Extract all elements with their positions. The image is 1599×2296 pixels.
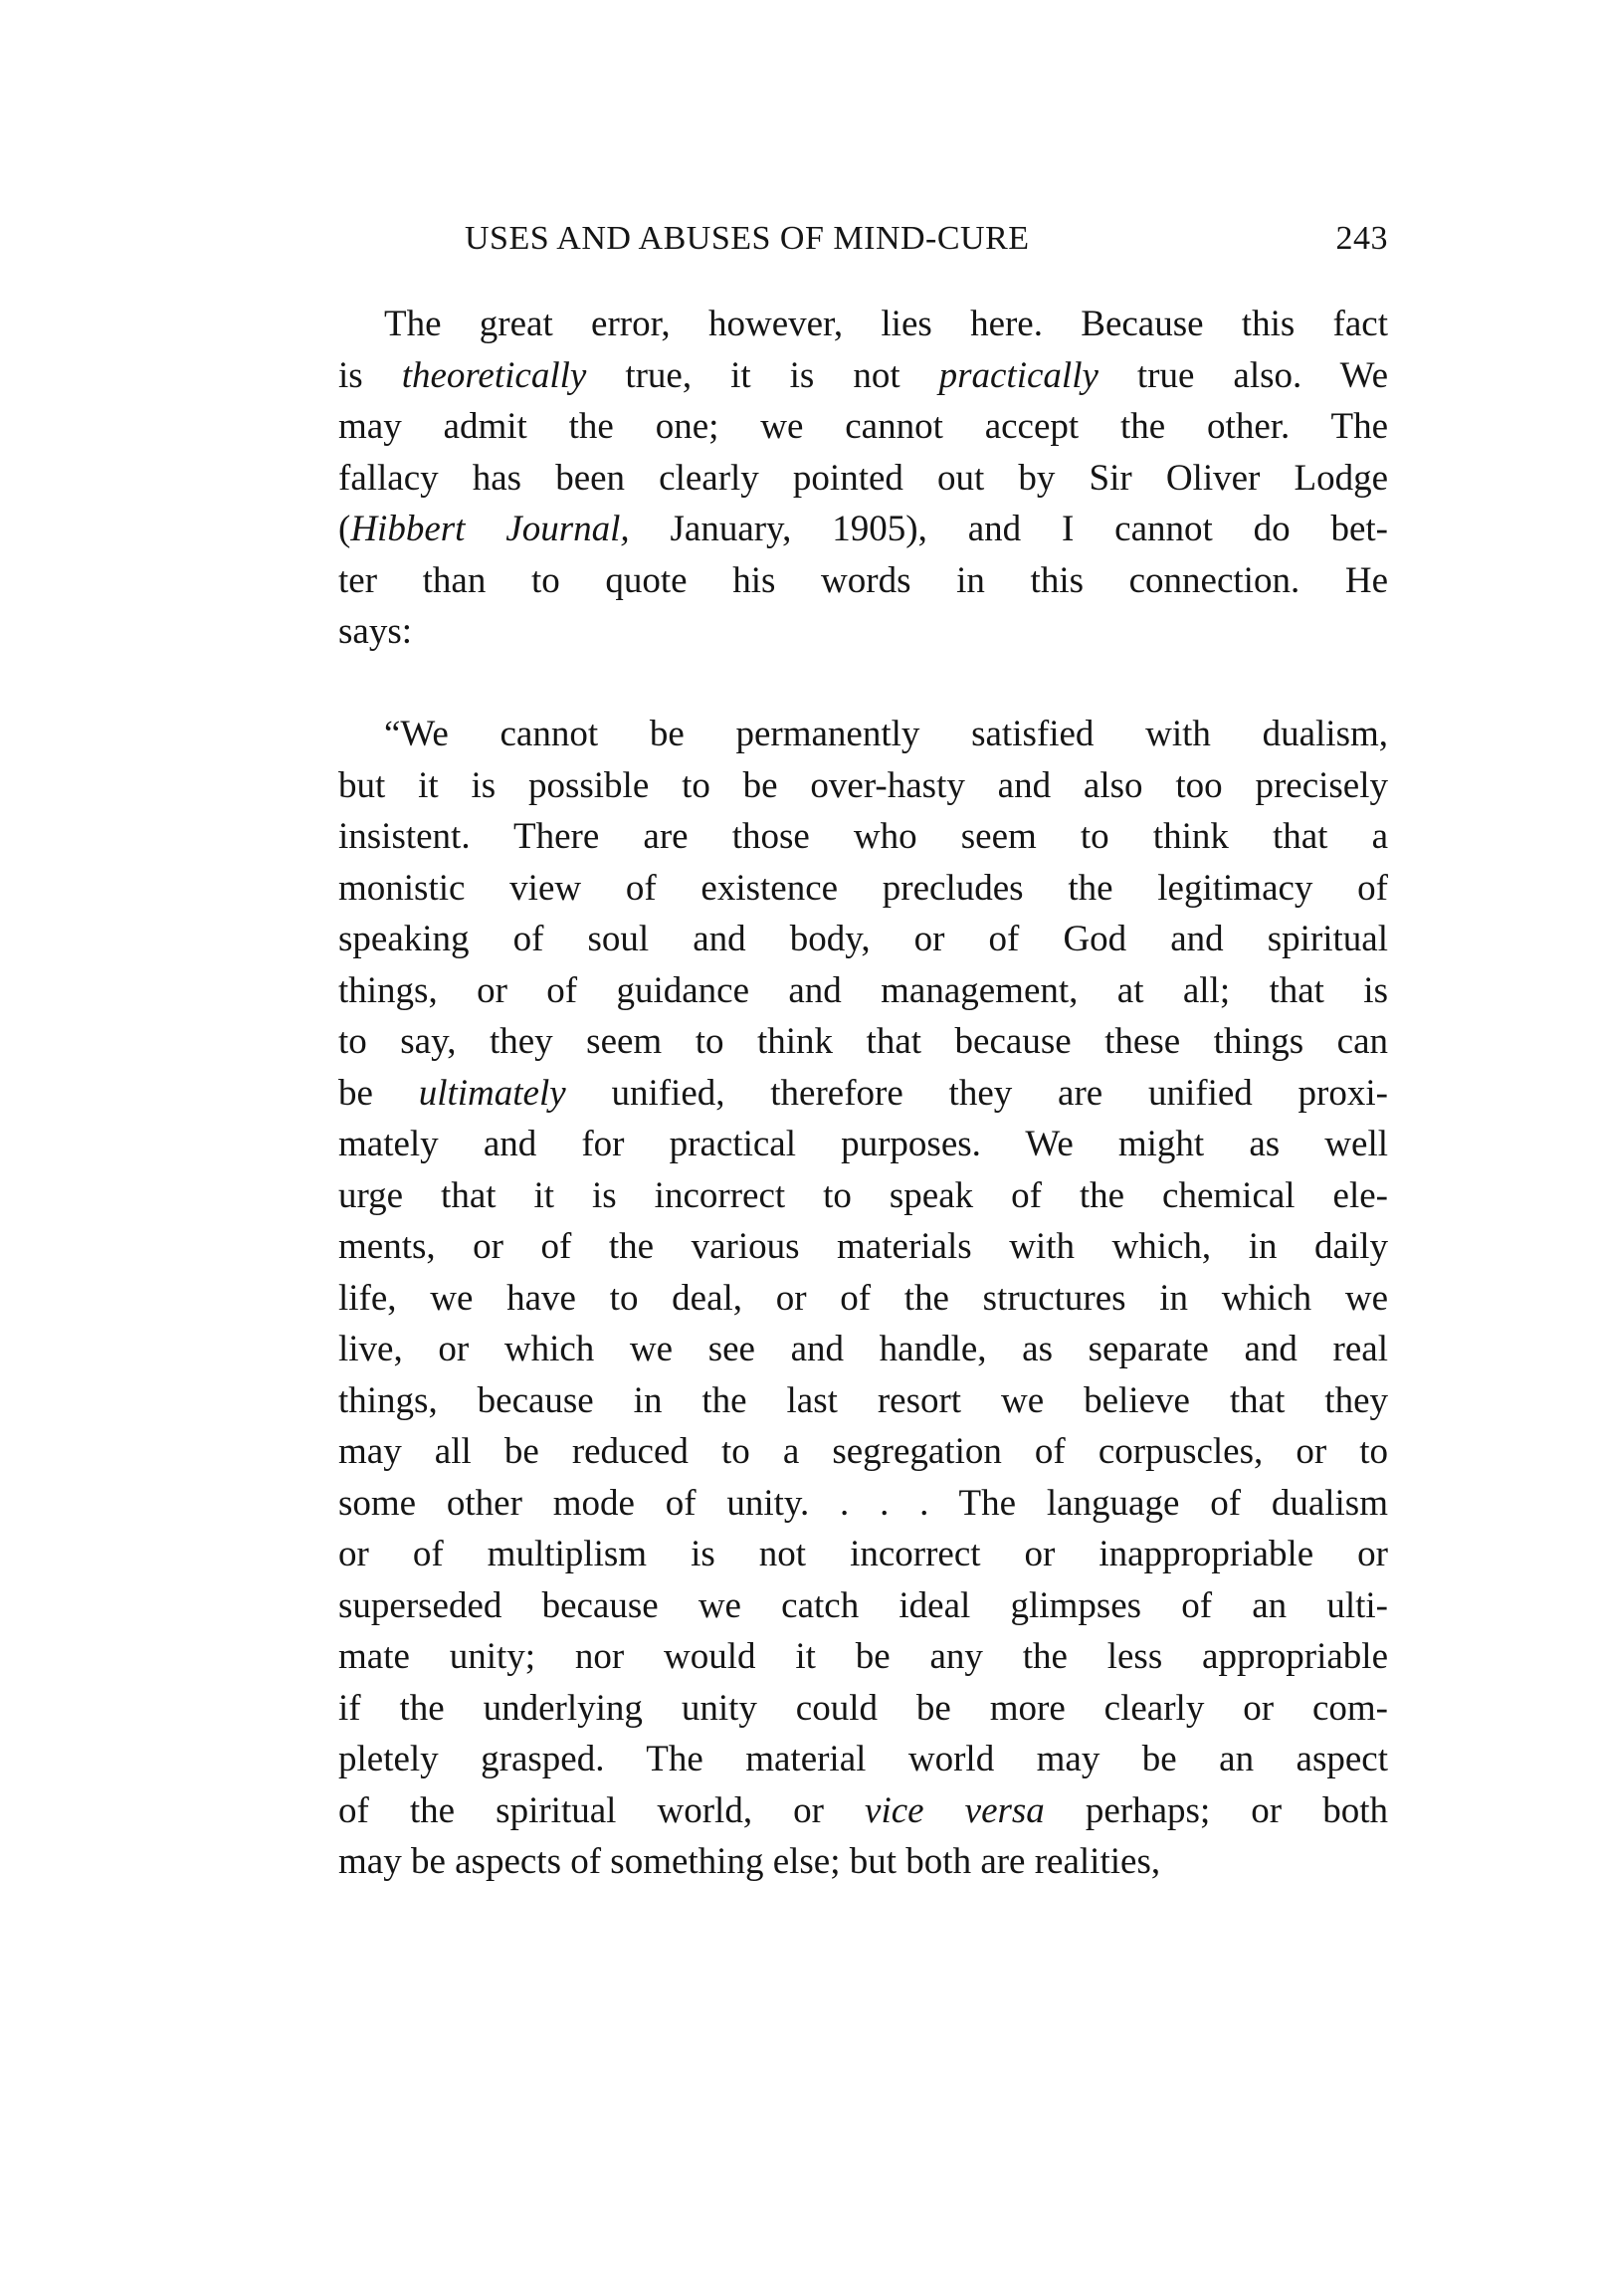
text-line <box>338 555 1388 607</box>
text-line <box>338 811 1388 863</box>
text-line <box>338 709 1388 760</box>
paragraph-gap <box>338 658 1388 710</box>
text-line <box>338 299 1388 350</box>
text-line <box>338 1324 1388 1375</box>
text-line <box>338 1734 1388 1785</box>
text-segment: things, because in the last resort we believe that they <box>338 1379 1388 1421</box>
text-segment: may be aspects of something else; but both are realities, <box>338 1841 1161 1882</box>
text-segment: live, or which we see and handle, as separate and real <box>338 1329 1388 1369</box>
body-text <box>338 299 1388 1888</box>
italic-text: theoretically <box>401 354 587 396</box>
text-line <box>338 760 1388 812</box>
text-line <box>338 1273 1388 1325</box>
text-segment: to say, they seem to think that because these things can <box>338 1021 1388 1062</box>
text-line <box>338 914 1388 965</box>
italic-text: Hibbert Journal, <box>350 509 630 549</box>
text-segment: superseded because we catch ideal glimpses of an ulti- <box>338 1584 1388 1626</box>
text-segment: life, we have to deal, or of the structures in which we <box>338 1277 1388 1319</box>
text-segment: January, 1905), and I cannot do bet- <box>629 509 1389 549</box>
text-segment: mately and for practical purposes. We might as well <box>338 1124 1388 1164</box>
text-line <box>338 1683 1388 1735</box>
text-segment: unified, therefore they are unified proxi- <box>565 1072 1388 1114</box>
text-segment: says: <box>338 611 412 652</box>
text-segment: if the underlying unity could be more clearly or com- <box>338 1687 1388 1729</box>
text-line <box>338 1375 1388 1427</box>
paragraph <box>338 709 1388 1888</box>
text-line <box>338 1016 1388 1068</box>
text-segment: or of multiplism is not incorrect or inappropriable or <box>338 1534 1388 1574</box>
text-line <box>338 1478 1388 1530</box>
text-segment: may admit the one; we cannot accept the other. The <box>338 406 1388 447</box>
text-line <box>338 1221 1388 1273</box>
text-segment: insistent. There are those who seem to think that a <box>338 816 1388 857</box>
text-line <box>338 1836 1388 1888</box>
italic-text: practically <box>938 354 1099 396</box>
text-segment: be <box>338 1072 419 1114</box>
running-head-title: USES AND ABUSES OF MIND-CURE <box>465 220 1030 257</box>
text-line <box>338 1580 1388 1632</box>
text-line <box>338 350 1388 402</box>
paragraph <box>338 299 1388 658</box>
text-segment: ments, or of the various materials with which, in daily <box>338 1226 1388 1267</box>
text-line <box>338 1068 1388 1120</box>
text-segment: of the spiritual world, or <box>338 1789 866 1831</box>
text-line <box>338 1170 1388 1222</box>
text-segment: The great error, however, lies here. Because this fact <box>384 304 1388 344</box>
text-segment: some other mode of unity. . . . The language of dualism <box>338 1482 1388 1524</box>
page-number: 243 <box>1335 220 1388 257</box>
text-segment: mate unity; nor would it be any the less appropriable <box>338 1636 1388 1677</box>
text-line <box>338 401 1388 453</box>
text-segment: speaking of soul and body, or of God and spiritual <box>338 919 1388 959</box>
text-segment: is <box>338 354 402 396</box>
text-line <box>338 1426 1388 1478</box>
text-segment: monistic view of existence precludes the legitimacy of <box>338 867 1388 909</box>
running-head <box>338 214 1388 264</box>
text-segment: perhaps; or both <box>1044 1789 1388 1831</box>
text-line <box>338 965 1388 1017</box>
text-line <box>338 606 1388 658</box>
text-segment: pletely grasped. The material world may be an aspect <box>338 1739 1388 1779</box>
text-segment: but it is possible to be over-hasty and also too precisely <box>338 764 1388 806</box>
italic-text: ultimately <box>418 1072 566 1114</box>
text-segment: ( <box>338 509 351 549</box>
text-line <box>338 1785 1388 1837</box>
text-segment: true also. We <box>1098 354 1388 396</box>
text-line <box>338 863 1388 915</box>
text-segment: urge that it is incorrect to speak of the chemical ele- <box>338 1174 1388 1216</box>
text-segment: true, it is not <box>586 354 939 396</box>
text-line <box>338 1119 1388 1170</box>
text-segment: “We cannot be permanently satisfied with dualism, <box>384 714 1388 754</box>
italic-text: vice versa <box>865 1789 1045 1831</box>
text-line <box>338 1529 1388 1580</box>
text-segment: ter than to quote his words in this connection. He <box>338 559 1388 601</box>
text-segment: may all be reduced to a segregation of corpuscles, or to <box>338 1431 1388 1472</box>
text-segment: things, or of guidance and management, at all; that is <box>338 969 1388 1011</box>
text-segment: fallacy has been clearly pointed out by Sir Oliver Lodge <box>338 457 1388 499</box>
text-line <box>338 504 1388 555</box>
text-line <box>338 1631 1388 1683</box>
text-line <box>338 453 1388 505</box>
